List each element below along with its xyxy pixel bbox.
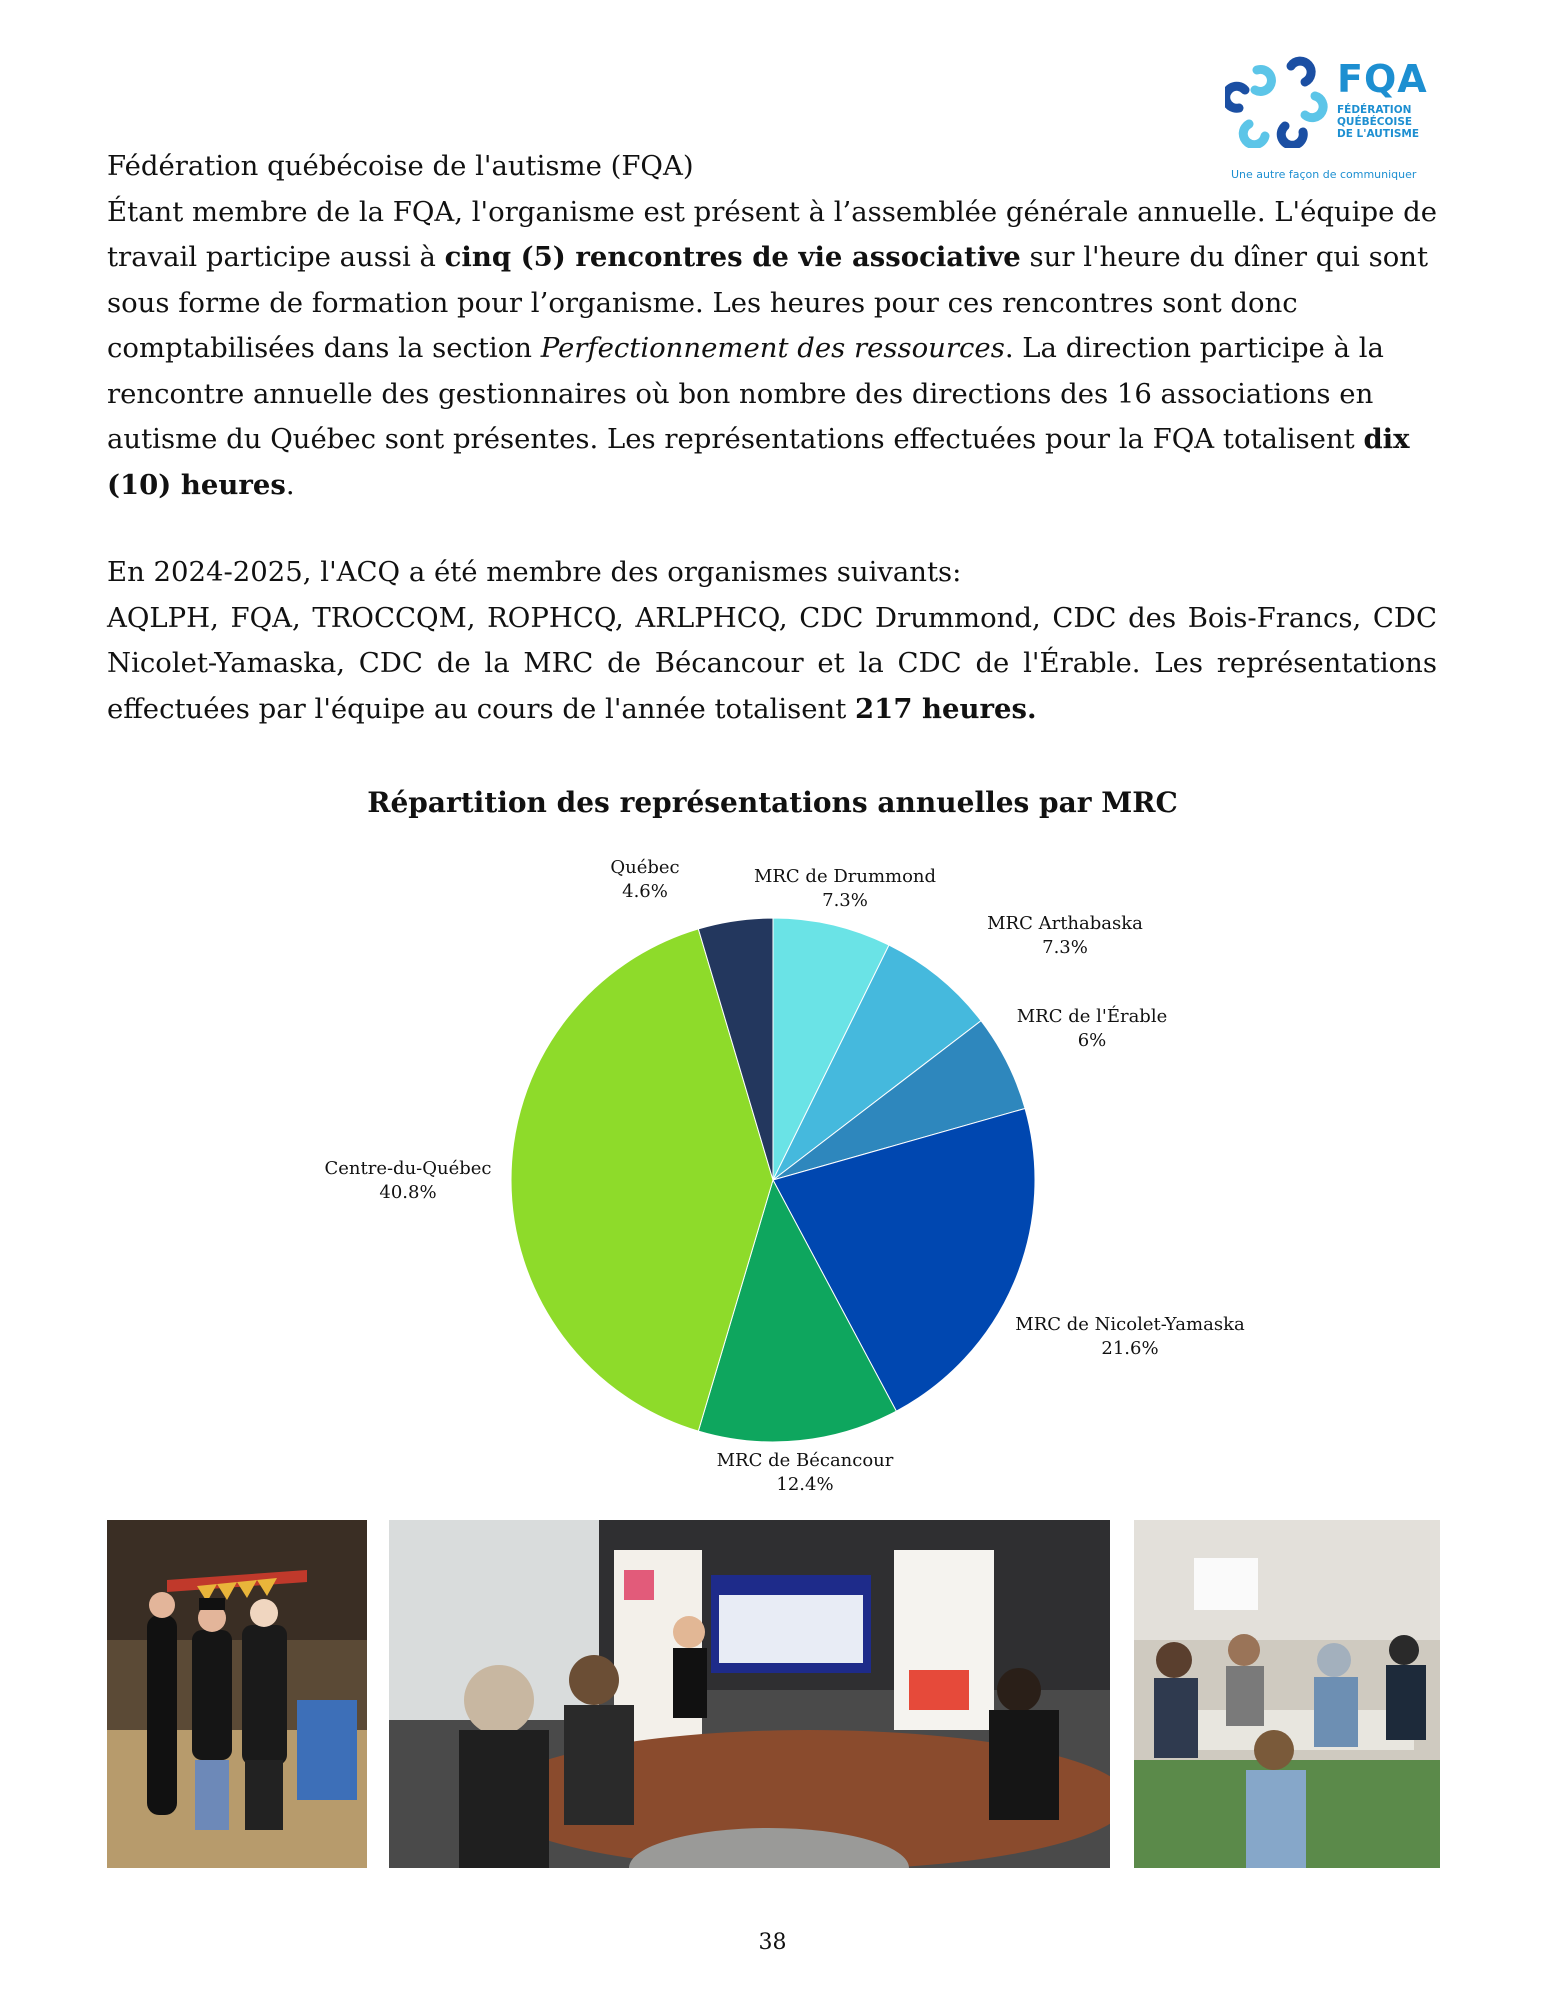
- text-run: AQLPH, FQA, TROCCQM, ROPHCQ, ARLPHCQ, CDC Drummond, CDC des Bois-Francs, CDC Nicolet-Yamaska, CDC de la MRC de Bécancour et la CDC de l'Érable. Les représentations effectuées par l'équipe au cours de l'année totalisent: [107, 601, 1437, 725]
- logo-subtitle-line: FÉDÉRATION: [1337, 104, 1412, 116]
- logo-tagline: Une autre façon de communiquer: [1231, 168, 1417, 181]
- slice-label: MRC de Bécancour: [716, 1450, 894, 1471]
- text-run: . La direction participe à la rencontre annuelle des gestionnaires où bon nombre des directions des 16 associations en autisme du Québec sont présentes. Les représentations effectuées pour la FQA totalisent: [107, 332, 1384, 455]
- text-run: Étant membre de la FQA, l'organisme est présent à l’assemblée générale annuelle. L'équipe de travail participe aussi à: [107, 195, 1438, 273]
- slice-percent: 7.3%: [1042, 937, 1088, 958]
- logo-subtitle-line: DE L'AUTISME: [1337, 128, 1420, 140]
- membership-intro: En 2024-2025, l'ACQ a été membre des organismes suivants:: [107, 556, 962, 588]
- slice-label: MRC Arthabaska: [987, 913, 1143, 934]
- logo-subtitle-line: QUÉBÉCOISE: [1337, 116, 1413, 128]
- bold-text: 217 heures.: [855, 692, 1037, 725]
- text-run: sur l'heure du dîner qui sont sous forme de formation pour l’organisme. Les heures pour ces rencontres sont donc comptabilisées dans la section: [107, 241, 1429, 364]
- slice-label: Québec: [610, 857, 680, 878]
- slice-percent: 12.4%: [776, 1474, 834, 1495]
- bold-text: cinq (5) rencontres de vie associative: [444, 241, 1021, 273]
- italic-text: Perfectionnement des ressources: [540, 332, 1005, 364]
- chart-title: Répartition des représentations annuelles par MRC: [367, 786, 1178, 819]
- photo-meeting-room: [389, 1520, 1110, 1868]
- slice-percent: 40.8%: [379, 1182, 437, 1203]
- slice-percent: 6%: [1077, 1030, 1107, 1051]
- photo-team-costumes: [107, 1520, 367, 1868]
- slice-percent: 21.6%: [1101, 1338, 1159, 1359]
- slice-label: MRC de l'Érable: [1016, 1006, 1168, 1027]
- text-run: .: [285, 468, 295, 501]
- section-heading: Fédération québécoise de l'autisme (FQA): [107, 150, 694, 182]
- slice-percent: 7.3%: [822, 890, 868, 911]
- page-number: 38: [758, 1930, 787, 1955]
- slice-label: MRC de Nicolet-Yamaska: [1015, 1314, 1245, 1335]
- logo-wordmark: FQA: [1337, 57, 1428, 101]
- slice-label: Centre-du-Québec: [324, 1158, 492, 1179]
- photo-group-tables: [1134, 1520, 1440, 1868]
- slice-label: MRC de Drummond: [753, 866, 937, 887]
- bold-text: dix (10) heures: [107, 423, 1410, 501]
- slice-percent: 4.6%: [622, 881, 668, 902]
